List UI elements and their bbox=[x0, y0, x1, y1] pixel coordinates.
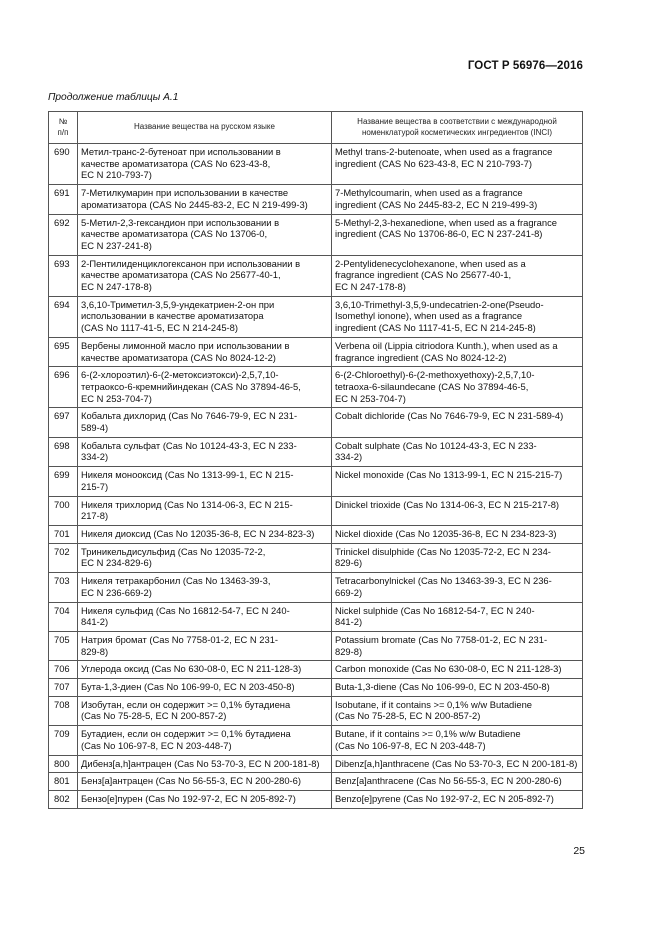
inci-name: Methyl trans-2-butenoate, when used as a fragrance ingredient (CAS No 623-43-8, EC N 210-793-7) bbox=[332, 144, 583, 185]
inci-name: Benz[a]anthracene (Cas No 56-55-3, EC N 200-280-6) bbox=[332, 773, 583, 791]
table-row bbox=[49, 573, 583, 602]
russian-name: Изобутан, если он содержит >= 0,1% бутадиена (Cas No 75-28-5, EC N 200-857-2) bbox=[78, 696, 332, 725]
inci-name: Nickel monoxide (Cas No 1313-99-1, EC N 215-215-7) bbox=[332, 467, 583, 496]
row-number: 707 bbox=[49, 679, 78, 697]
inci-name: Trinickel disulphide (Cas No 12035-72-2, EC N 234- 829-6) bbox=[332, 543, 583, 572]
russian-name: 7-Метилкумарин при использовании в качестве ароматизатора (CAS No 2445-83-2, EC N 219-499-3) bbox=[78, 185, 332, 214]
row-number: 690 bbox=[49, 144, 78, 185]
header-inci-name: Название вещества в соответствии с международной номенклатурой косметических ингредиентов (INCI) bbox=[332, 112, 583, 144]
table-row bbox=[49, 255, 583, 296]
inci-name: Nickel dioxide (Cas No 12035-36-8, EC N 234-823-3) bbox=[332, 525, 583, 543]
row-number: 701 bbox=[49, 525, 78, 543]
row-number: 696 bbox=[49, 367, 78, 408]
header-russian-name: Название вещества на русском языке bbox=[78, 112, 332, 144]
row-number: 693 bbox=[49, 255, 78, 296]
table-row bbox=[49, 408, 583, 437]
russian-name: 6-(2-хлороэтил)-6-(2-метоксиэтокси)-2,5,7,10- тетраоксо-6-кремнийиндекан (CAS No 37894-46-5, EC N 253-704-7) bbox=[78, 367, 332, 408]
inci-name: Isobutane, if it contains >= 0,1% w/w Butadiene (Cas No 75-28-5, EC N 200-857-2) bbox=[332, 696, 583, 725]
inci-name: Butane, if it contains >= 0,1% w/w Butadiene (Cas No 106-97-8, EC N 203-448-7) bbox=[332, 726, 583, 755]
table-row bbox=[49, 773, 583, 791]
russian-name: Бенз[a]антрацен (Cas No 56-55-3, EC N 200-280-6) bbox=[78, 773, 332, 791]
russian-name: Бута-1,3-диен (Cas No 106-99-0, EC N 203-450-8) bbox=[78, 679, 332, 697]
russian-name: Никеля трихлорид (Cas No 1314-06-3, EC N 215- 217-8) bbox=[78, 496, 332, 525]
row-number: 709 bbox=[49, 726, 78, 755]
table-row bbox=[49, 467, 583, 496]
russian-name: 5-Метил-2,3-гександион при использовании в качестве ароматизатора (CAS No 13706-0, EC N 237-241-8) bbox=[78, 214, 332, 255]
russian-name: Кобальта сульфат (Cas No 10124-43-3, EC N 233- 334-2) bbox=[78, 437, 332, 466]
table-row bbox=[49, 337, 583, 366]
russian-name: Углерода оксид (Cas No 630-08-0, EC N 211-128-3) bbox=[78, 661, 332, 679]
inci-name: Carbon monoxide (Cas No 630-08-0, EC N 211-128-3) bbox=[332, 661, 583, 679]
russian-name: 2-Пентилиденциклогексанон при использовании в качестве ароматизатора (CAS No 25677-40-1, EC N 247-178-8) bbox=[78, 255, 332, 296]
substances-table bbox=[48, 111, 583, 809]
russian-name: Никеля тетракарбонил (Cas No 13463-39-3, EC N 236-669-2) bbox=[78, 573, 332, 602]
table-row bbox=[49, 602, 583, 631]
row-number: 800 bbox=[49, 755, 78, 773]
table-row bbox=[49, 437, 583, 466]
row-number: 704 bbox=[49, 602, 78, 631]
table-row bbox=[49, 296, 583, 337]
russian-name: 3,6,10-Триметил-3,5,9-ундекатриен-2-он при использовании в качестве ароматизатора (CAS No 1117-41-5, EC N 214-245-8) bbox=[78, 296, 332, 337]
russian-name: Никеля сульфид (Cas No 16812-54-7, EC N 240- 841-2) bbox=[78, 602, 332, 631]
inci-name: Buta-1,3-diene (Cas No 106-99-0, EC N 203-450-8) bbox=[332, 679, 583, 697]
page-number: 25 bbox=[573, 845, 585, 857]
table-body bbox=[49, 144, 583, 809]
russian-name: Никеля диоксид (Cas No 12035-36-8, EC N 234-823-3) bbox=[78, 525, 332, 543]
table-row bbox=[49, 679, 583, 697]
inci-name: Dinickel trioxide (Cas No 1314-06-3, EC N 215-217-8) bbox=[332, 496, 583, 525]
inci-name: 7-Methylcoumarin, when used as a fragrance ingredient (CAS No 2445-83-2, EC N 219-499-3) bbox=[332, 185, 583, 214]
inci-name: Tetracarbonylnickel (Cas No 13463-39-3, EC N 236- 669-2) bbox=[332, 573, 583, 602]
table-header-row bbox=[49, 112, 583, 144]
row-number: 692 bbox=[49, 214, 78, 255]
russian-name: Никеля монооксид (Cas No 1313-99-1, EC N 215- 215-7) bbox=[78, 467, 332, 496]
standard-header: ГОСТ Р 56976—2016 bbox=[467, 60, 583, 72]
table-row bbox=[49, 726, 583, 755]
russian-name: Кобальта дихлорид (Cas No 7646-79-9, EC N 231- 589-4) bbox=[78, 408, 332, 437]
table-caption: Продолжение таблицы А.1 bbox=[48, 92, 179, 103]
russian-name: Триникельдисульфид (Cas No 12035-72-2, EC N 234-829-6) bbox=[78, 543, 332, 572]
russian-name: Метил-транс-2-бутеноат при использовании в качестве ароматизатора (CAS No 623-43-8, EC N 210-793-7) bbox=[78, 144, 332, 185]
inci-name: Cobalt sulphate (Cas No 10124-43-3, EC N 233- 334-2) bbox=[332, 437, 583, 466]
table-row bbox=[49, 755, 583, 773]
russian-name: Бензо[e]пурен (Cas No 192-97-2, EC N 205-892-7) bbox=[78, 790, 332, 808]
row-number: 705 bbox=[49, 631, 78, 660]
inci-name: 2-Pentylidenecyclohexanone, when used as a fragrance ingredient (CAS No 25677-40-1, EC N 247-178-8) bbox=[332, 255, 583, 296]
row-number: 801 bbox=[49, 773, 78, 791]
russian-name: Дибенз[a,h]антрацен (Cas No 53-70-3, EC N 200-181-8) bbox=[78, 755, 332, 773]
inci-name: 6-(2-Chloroethyl)-6-(2-methoxyethoxy)-2,5,7,10- tetraoxa-6-silaundecane (CAS No 37894-46-5, EC N 253-704-7) bbox=[332, 367, 583, 408]
table-row bbox=[49, 661, 583, 679]
table-row bbox=[49, 525, 583, 543]
row-number: 706 bbox=[49, 661, 78, 679]
row-number: 699 bbox=[49, 467, 78, 496]
table-row bbox=[49, 185, 583, 214]
inci-name: Cobalt dichloride (Cas No 7646-79-9, EC N 231-589-4) bbox=[332, 408, 583, 437]
header-number: № п/п bbox=[49, 112, 78, 144]
row-number: 694 bbox=[49, 296, 78, 337]
table-row bbox=[49, 790, 583, 808]
row-number: 802 bbox=[49, 790, 78, 808]
table-row bbox=[49, 543, 583, 572]
inci-name: Benzo[e]pyrene (Cas No 192-97-2, EC N 205-892-7) bbox=[332, 790, 583, 808]
inci-name: Potassium bromate (Cas No 7758-01-2, EC N 231- 829-8) bbox=[332, 631, 583, 660]
inci-name: Nickel sulphide (Cas No 16812-54-7, EC N 240- 841-2) bbox=[332, 602, 583, 631]
table-row bbox=[49, 696, 583, 725]
inci-name: 5-Methyl-2,3-hexanedione, when used as a fragrance ingredient (CAS No 13706-86-0, EC N 237-241-8) bbox=[332, 214, 583, 255]
table-row bbox=[49, 144, 583, 185]
russian-name: Бутадиен, если он содержит >= 0,1% бутадиена (Cas No 106-97-8, EC N 203-448-7) bbox=[78, 726, 332, 755]
row-number: 698 bbox=[49, 437, 78, 466]
row-number: 691 bbox=[49, 185, 78, 214]
row-number: 695 bbox=[49, 337, 78, 366]
row-number: 697 bbox=[49, 408, 78, 437]
row-number: 703 bbox=[49, 573, 78, 602]
inci-name: Dibenz[a,h]anthracene (Cas No 53-70-3, EC N 200-181-8) bbox=[332, 755, 583, 773]
russian-name: Вербены лимонной масло при использовании в качестве ароматизатора (CAS No 8024-12-2) bbox=[78, 337, 332, 366]
table-row bbox=[49, 367, 583, 408]
table-row bbox=[49, 214, 583, 255]
inci-name: 3,6,10-Trimethyl-3,5,9-undecatrien-2-one(Pseudo- Isomethyl ionone), when used as a fragrance ingredient (CAS No 1117-41-5, EC N 214-245-8) bbox=[332, 296, 583, 337]
table-row bbox=[49, 631, 583, 660]
row-number: 700 bbox=[49, 496, 78, 525]
row-number: 702 bbox=[49, 543, 78, 572]
russian-name: Натрия бромат (Cas No 7758-01-2, EC N 231- 829-8) bbox=[78, 631, 332, 660]
table-row bbox=[49, 496, 583, 525]
row-number: 708 bbox=[49, 696, 78, 725]
inci-name: Verbena oil (Lippia citriodora Kunth.), when used as a fragrance ingredient (CAS No 8024-12-2) bbox=[332, 337, 583, 366]
